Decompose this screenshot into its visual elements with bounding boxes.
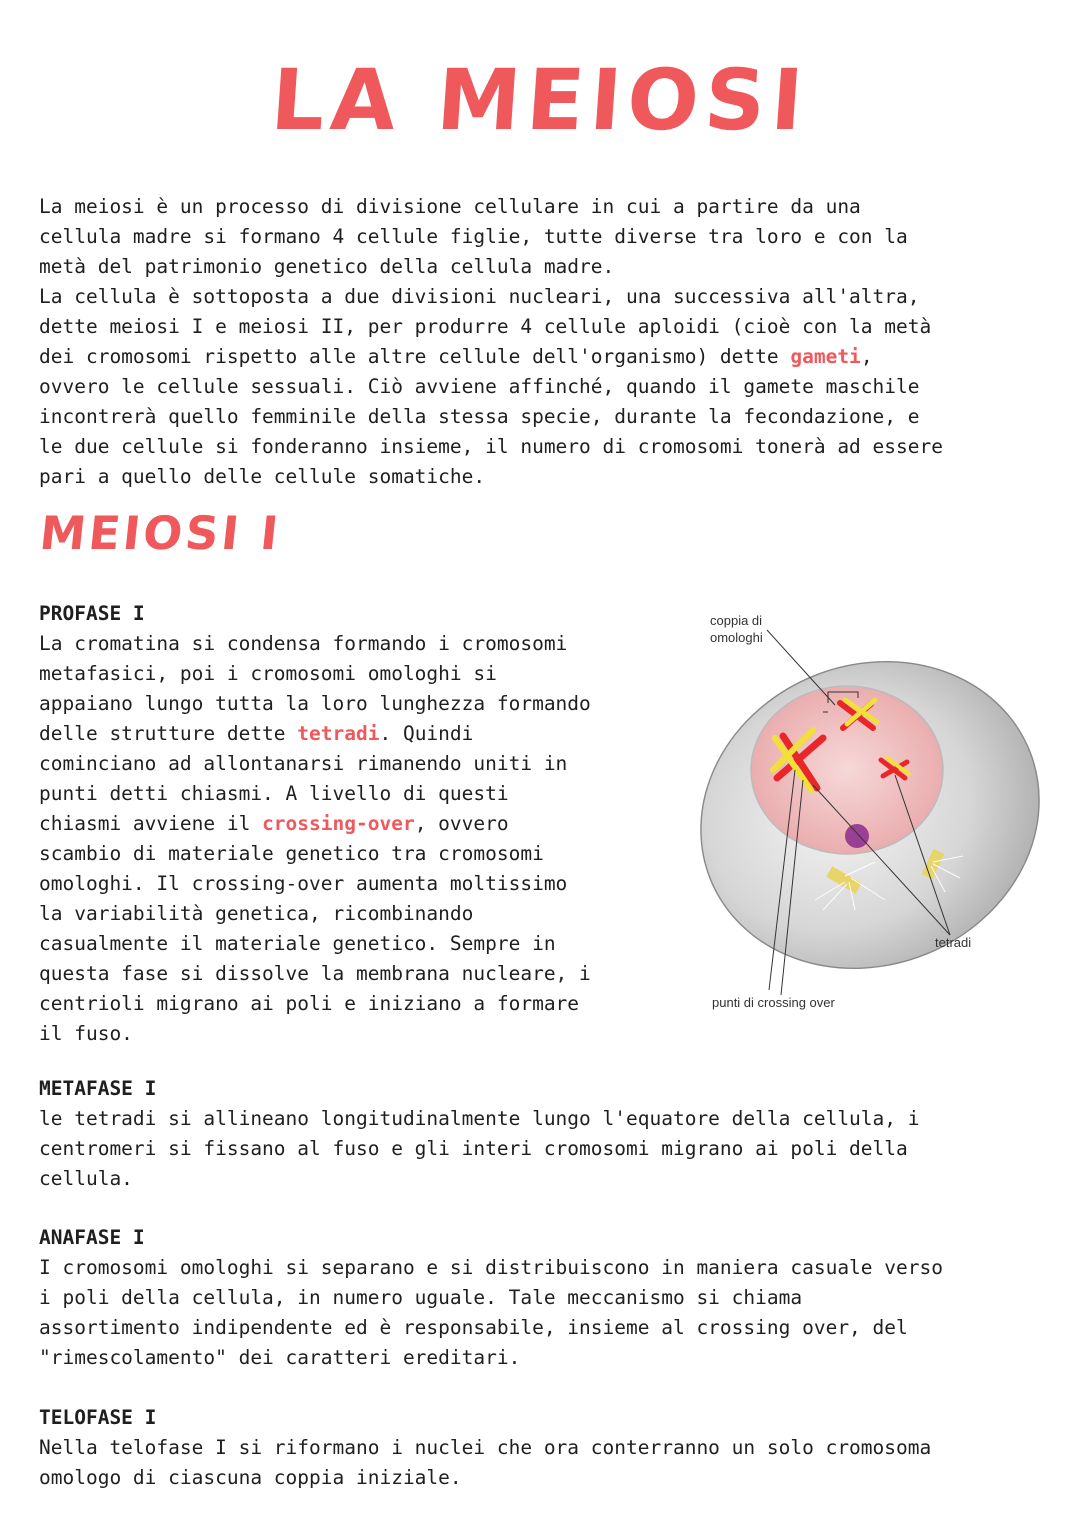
anafase-line: I cromosomi omologhi si separano e si distribuiscono in maniera casuale verso bbox=[39, 1256, 943, 1279]
profase-line: appaiano lungo tutta la loro lunghezza formando bbox=[39, 692, 591, 715]
profase-line: centrioli migrano ai poli e iniziano a formare bbox=[39, 992, 580, 1015]
metafase-heading: METAFASE I bbox=[39, 1077, 157, 1100]
telofase-line: Nella telofase I si riformano i nuclei che ora conterranno un solo cromosoma bbox=[39, 1436, 932, 1459]
profase-line: punti detti chiasmi. A livello di questi bbox=[39, 782, 509, 805]
highlight-gameti: gameti bbox=[790, 345, 861, 368]
label-punti-crossing-over: punti di crossing over bbox=[712, 995, 835, 1010]
profase-section bbox=[39, 599, 591, 1049]
intro-text: dei cromosomi rispetto alle altre cellule dell'organismo) dette bbox=[39, 345, 791, 368]
profase-line: metafasici, poi i cromosomi omologhi si bbox=[39, 662, 497, 685]
metafase-line: centromeri si fissano al fuso e gli interi cromosomi migrano ai poli della bbox=[39, 1137, 908, 1160]
anafase-line: i poli della cellula, in numero uguale. Tale meccanismo si chiama bbox=[39, 1286, 803, 1309]
intro-line: cellula madre si formano 4 cellule figlie, tutte diverse tra loro e con la bbox=[39, 225, 908, 248]
telofase-section bbox=[39, 1403, 931, 1493]
prophase-cell-diagram bbox=[695, 600, 1055, 1020]
profase-text: . Quindi bbox=[379, 722, 474, 745]
intro-paragraph bbox=[39, 192, 943, 492]
intro-line: La cellula è sottoposta a due divisioni nucleari, una successiva all'altra, bbox=[39, 285, 920, 308]
profase-text: , ovvero bbox=[414, 812, 509, 835]
metafase-section bbox=[39, 1074, 920, 1194]
profase-text: chiasmi avviene il bbox=[39, 812, 263, 835]
page-title: LA MEIOSI bbox=[267, 51, 813, 149]
intro-line: le due cellule si fonderanno insieme, il numero di cromosomi tonerà ad essere bbox=[39, 435, 943, 458]
profase-line: il fuso. bbox=[39, 1022, 133, 1045]
intro-text: , bbox=[860, 345, 873, 368]
anafase-line: assortimento indipendente ed è responsabile, insieme al crossing over, del bbox=[39, 1316, 908, 1339]
anafase-heading: ANAFASE I bbox=[39, 1226, 145, 1249]
metafase-line: cellula. bbox=[39, 1167, 133, 1190]
highlight-tetradi: tetradi bbox=[297, 722, 380, 745]
profase-line: casualmente il materiale genetico. Sempre in bbox=[39, 932, 556, 955]
intro-line: ovvero le cellule sessuali. Ciò avviene affinché, quando il gamete maschile bbox=[39, 375, 920, 398]
label-coppia-omologhi-1: coppia di bbox=[710, 613, 763, 628]
intro-line: incontrerà quello femminile della stessa specie, durante la fecondazione, e bbox=[39, 405, 920, 428]
intro-line: pari a quello delle cellule somatiche. bbox=[39, 465, 486, 488]
profase-line: questa fase si dissolve la membrana nucleare, i bbox=[39, 962, 591, 985]
telofase-line: omologo di ciascuna coppia iniziale. bbox=[39, 1466, 462, 1489]
profase-line: omologhi. Il crossing-over aumenta moltissimo bbox=[39, 872, 568, 895]
intro-line: metà del patrimonio genetico della cellula madre. bbox=[39, 255, 615, 278]
telofase-heading: TELOFASE I bbox=[39, 1406, 157, 1429]
metafase-line: le tetradi si allineano longitudinalmente lungo l'equatore della cellula, i bbox=[39, 1107, 920, 1130]
section-title-meiosi-1: MEIOSI I bbox=[37, 506, 284, 560]
highlight-crossing-over: crossing-over bbox=[262, 812, 415, 835]
label-coppia-omologhi-2: omologhi bbox=[710, 630, 763, 645]
profase-line: La cromatina si condensa formando i cromosomi bbox=[39, 632, 568, 655]
anafase-line: "rimescolamento" dei caratteri ereditari. bbox=[39, 1346, 521, 1369]
profase-text: delle strutture dette bbox=[39, 722, 298, 745]
intro-line: dette meiosi I e meiosi II, per produrre 4 cellule aploidi (cioè con la metà bbox=[39, 315, 932, 338]
label-tetradi: tetradi bbox=[935, 935, 972, 950]
profase-line: scambio di materiale genetico tra cromosomi bbox=[39, 842, 544, 865]
nucleolus bbox=[845, 824, 869, 848]
intro-line: La meiosi è un processo di divisione cellulare in cui a partire da una bbox=[39, 195, 861, 218]
profase-line: cominciano ad allontanarsi rimanendo uniti in bbox=[39, 752, 568, 775]
profase-heading: PROFASE I bbox=[39, 602, 145, 625]
anafase-section bbox=[39, 1223, 943, 1373]
profase-line: la variabilità genetica, ricombinando bbox=[39, 902, 474, 925]
